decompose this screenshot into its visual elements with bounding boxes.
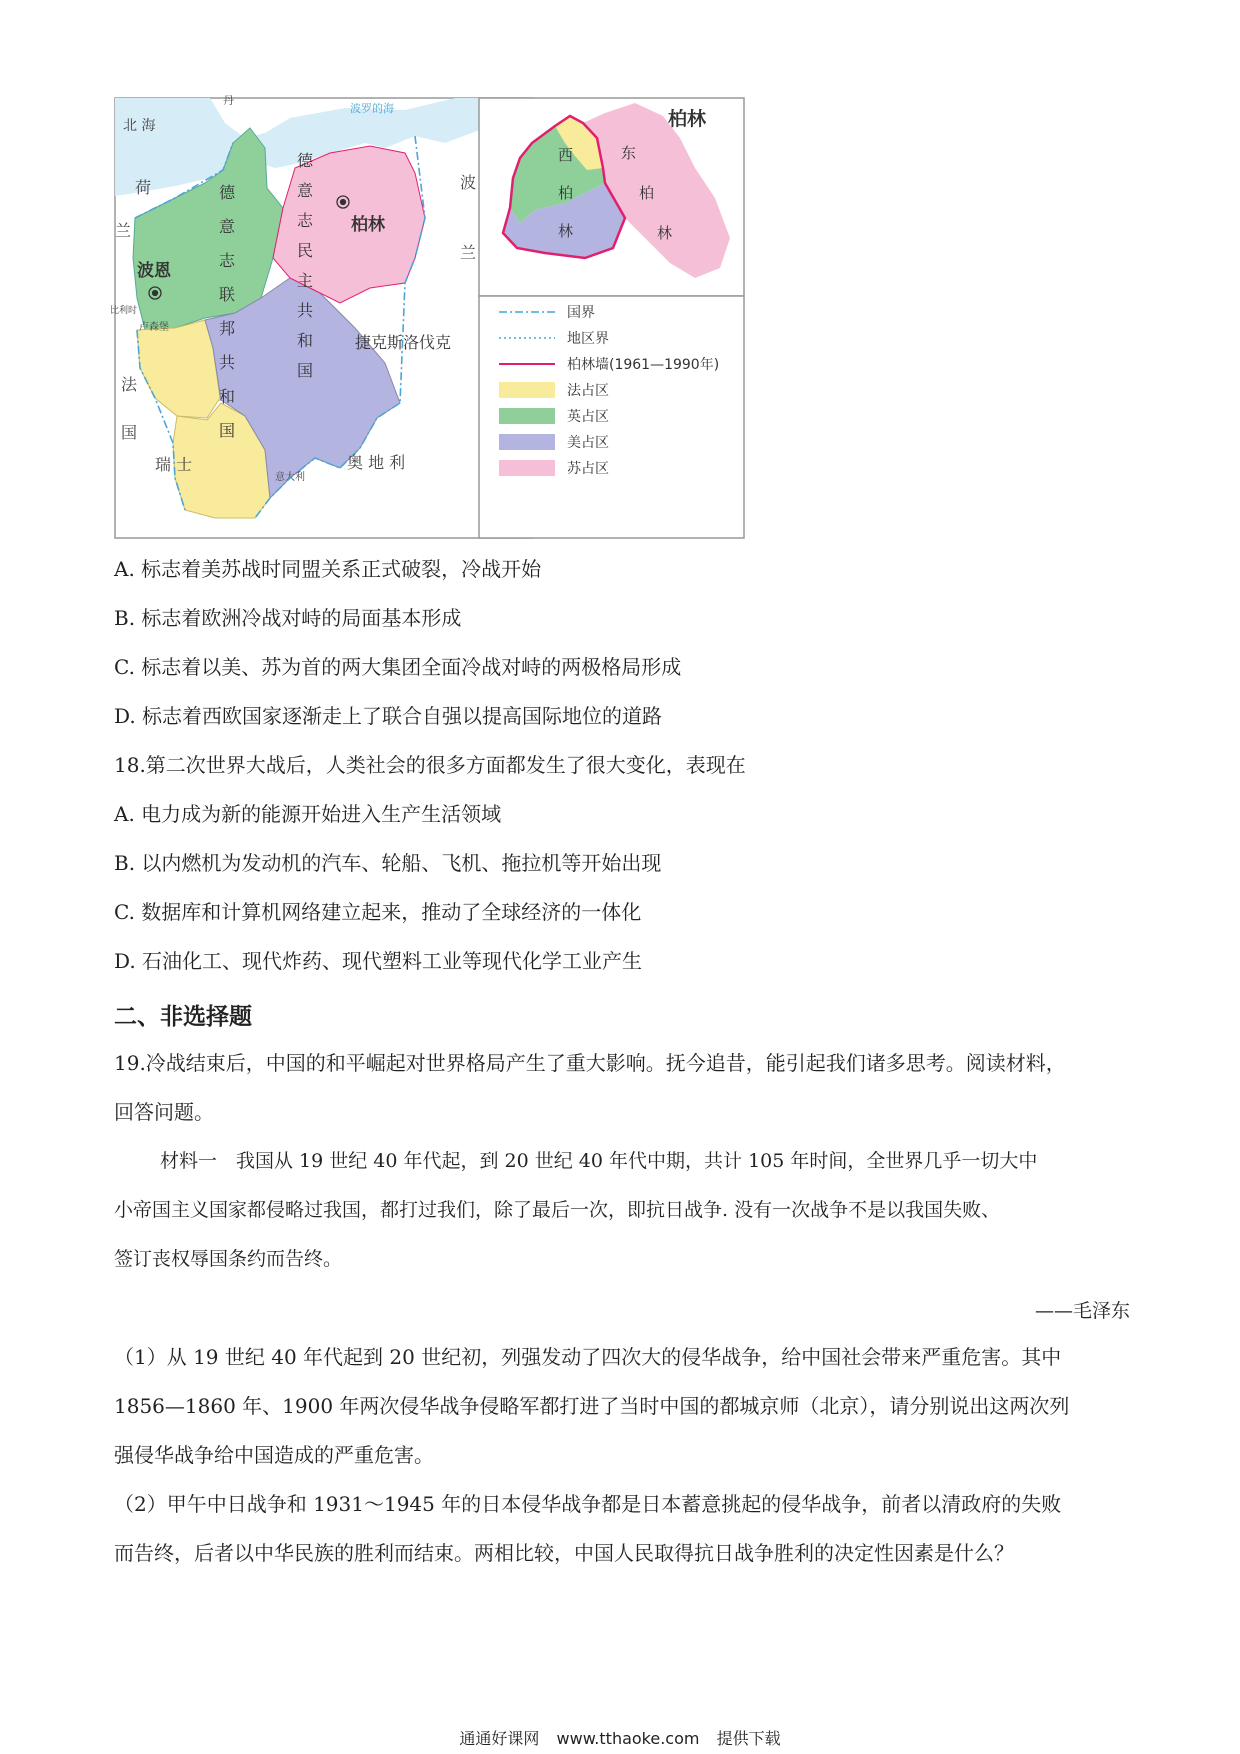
- q19-stem-line-1: 19.冷战结束后，中国的和平崛起对世界格局产生了重大影响。抚今追昔，能引起我们诸多思考。阅读材料，: [114, 1051, 1066, 1075]
- west-berlin-char: 西: [558, 146, 574, 164]
- frg-char: 邦: [219, 319, 236, 338]
- legend-label: 美占区: [567, 435, 609, 451]
- q19-sub1-line-1: （1）从 19 世纪 40 年代起到 20 世纪初，列强发动了四次大的侵华战争，给中国社会带来严重危害。其中: [114, 1345, 1062, 1369]
- material-1-line-2: 小帝国主义国家都侵略过我国，都打过我们，除了最后一次，即抗日战争. 没有一次战争不是以我国失败、: [114, 1199, 1001, 1221]
- q18-option-b: B. 以内燃机为发动机的汽车、轮船、飞机、拖拉机等开始出现: [114, 851, 662, 875]
- legend-label: 柏林墙(1961—1990年): [567, 357, 720, 373]
- q17-option-d: D. 标志着西欧国家逐渐走上了联合自强以提高国际地位的道路: [114, 704, 663, 728]
- frg-char: 共: [219, 353, 236, 372]
- gdr-char: 和: [297, 331, 314, 350]
- page-footer: [0, 1726, 1240, 1749]
- netherlands-label-1: 荷: [135, 178, 152, 197]
- legend-swatch: [499, 434, 555, 450]
- section-title: 二、非选择题: [114, 1004, 252, 1030]
- west-berlin-char: 林: [558, 222, 574, 240]
- berlin-label: 柏林: [351, 215, 385, 235]
- poland-label-1: 波: [460, 173, 477, 192]
- q19-sub1-line-2: 1856—1860 年、1900 年两次侵华战争侵略军都打进了当时中国的都城京师（北京），请分别说出这两次列: [114, 1394, 1070, 1418]
- footer-site-name: 通通好课网: [459, 1729, 540, 1748]
- legend-swatch: [499, 382, 555, 398]
- frg-char: 和: [219, 387, 236, 406]
- material-1-line-3: 签订丧权辱国条约而告终。: [114, 1248, 343, 1270]
- baltic-sea-label: 波罗的海: [350, 102, 394, 115]
- gdr-char: 共: [297, 301, 314, 320]
- austria-label: 奥 地 利: [347, 453, 406, 472]
- q17-option-a: A. 标志着美苏战时同盟关系正式破裂，冷战开始: [114, 557, 542, 581]
- soviet-zone: [273, 146, 425, 303]
- gdr-char: 意: [297, 181, 314, 200]
- gdr-char: 国: [297, 361, 314, 380]
- q17-option-b: B. 标志着欧洲冷战对峙的局面基本形成: [114, 606, 462, 630]
- q19-stem-line-2: 回答问题。: [114, 1100, 214, 1124]
- north-sea-label: 北 海: [123, 118, 156, 134]
- east-berlin-char: 林: [657, 224, 673, 242]
- legend-swatch: [499, 408, 555, 424]
- q18-option-d: D. 石油化工、现代炸药、现代塑料工业等现代化学工业产生: [114, 949, 643, 973]
- q19-sub2-line-1: （2）甲午中日战争和 1931～1945 年的日本侵华战争都是日本蓄意挑起的侵华战争，前者以清政府的失败: [114, 1492, 1062, 1516]
- q19-sub1-line-3: 强侵华战争给中国造成的严重危害。: [114, 1443, 434, 1467]
- gdr-char: 民: [297, 241, 314, 260]
- france-label-2: 国: [121, 423, 138, 442]
- germany-occupation-map: [110, 94, 830, 538]
- legend-label: 国界: [567, 305, 595, 321]
- east-berlin-char: 东: [621, 144, 637, 162]
- material-source: ——毛泽东: [1034, 1300, 1130, 1322]
- material-1-line-1: 材料一 我国从 19 世纪 40 年代起，到 20 世纪 40 年代中期，共计 105 年时间，全世界几乎一切大中: [160, 1150, 1038, 1172]
- gdr-char: 主: [297, 271, 314, 290]
- netherlands-label-2: 兰: [115, 221, 132, 240]
- legend-label: 法占区: [567, 383, 609, 399]
- gdr-char: 志: [297, 211, 314, 230]
- switzerland-label: 瑞 士: [155, 455, 193, 474]
- q17-option-c: C. 标志着以美、苏为首的两大集团全面冷战对峙的两极格局形成: [114, 655, 682, 679]
- italy-label: 意大利: [275, 472, 305, 483]
- legend-label: 地区界: [567, 331, 609, 347]
- luxembourg-label: 卢森堡: [139, 322, 169, 333]
- q18-stem: 18.第二次世界大战后，人类社会的很多方面都发生了很大变化，表现在: [114, 753, 746, 777]
- belgium-label: 比利时: [110, 306, 138, 316]
- frg-char: 联: [219, 285, 236, 304]
- bonn-label: 波恩: [137, 261, 171, 281]
- west-berlin-char: 柏: [558, 184, 574, 202]
- q18-option-a: A. 电力成为新的能源开始进入生产生活领域: [114, 802, 502, 826]
- q19-sub2-line-2: 而告终，后者以中华民族的胜利而结束。两相比较，中国人民取得抗日战争胜利的决定性因素是什么？: [114, 1541, 1014, 1565]
- east-berlin-char: 柏: [639, 184, 655, 202]
- denmark-label: 丹: [223, 94, 234, 107]
- legend-label: 苏占区: [567, 461, 609, 477]
- footer-url[interactable]: www.tthaoke.com: [556, 1729, 700, 1748]
- czechoslovakia-label: 捷克斯洛伐克: [355, 333, 452, 352]
- frg-char: 意: [219, 217, 236, 236]
- france-label-1: 法: [121, 375, 138, 394]
- footer-download: 提供下载: [716, 1729, 781, 1748]
- poland-label-2: 兰: [460, 243, 477, 262]
- frg-char: 志: [219, 251, 236, 270]
- west-berlin-label: [558, 146, 573, 240]
- legend-label: 英占区: [567, 409, 609, 425]
- gdr-char: 德: [297, 151, 314, 170]
- inset-title: 柏林: [668, 108, 707, 130]
- q18-option-c: C. 数据库和计算机网络建立起来，推动了全球经济的一体化: [114, 900, 642, 924]
- frg-char: 国: [219, 421, 236, 440]
- legend-swatch: [499, 460, 555, 476]
- frg-char: 德: [219, 183, 236, 202]
